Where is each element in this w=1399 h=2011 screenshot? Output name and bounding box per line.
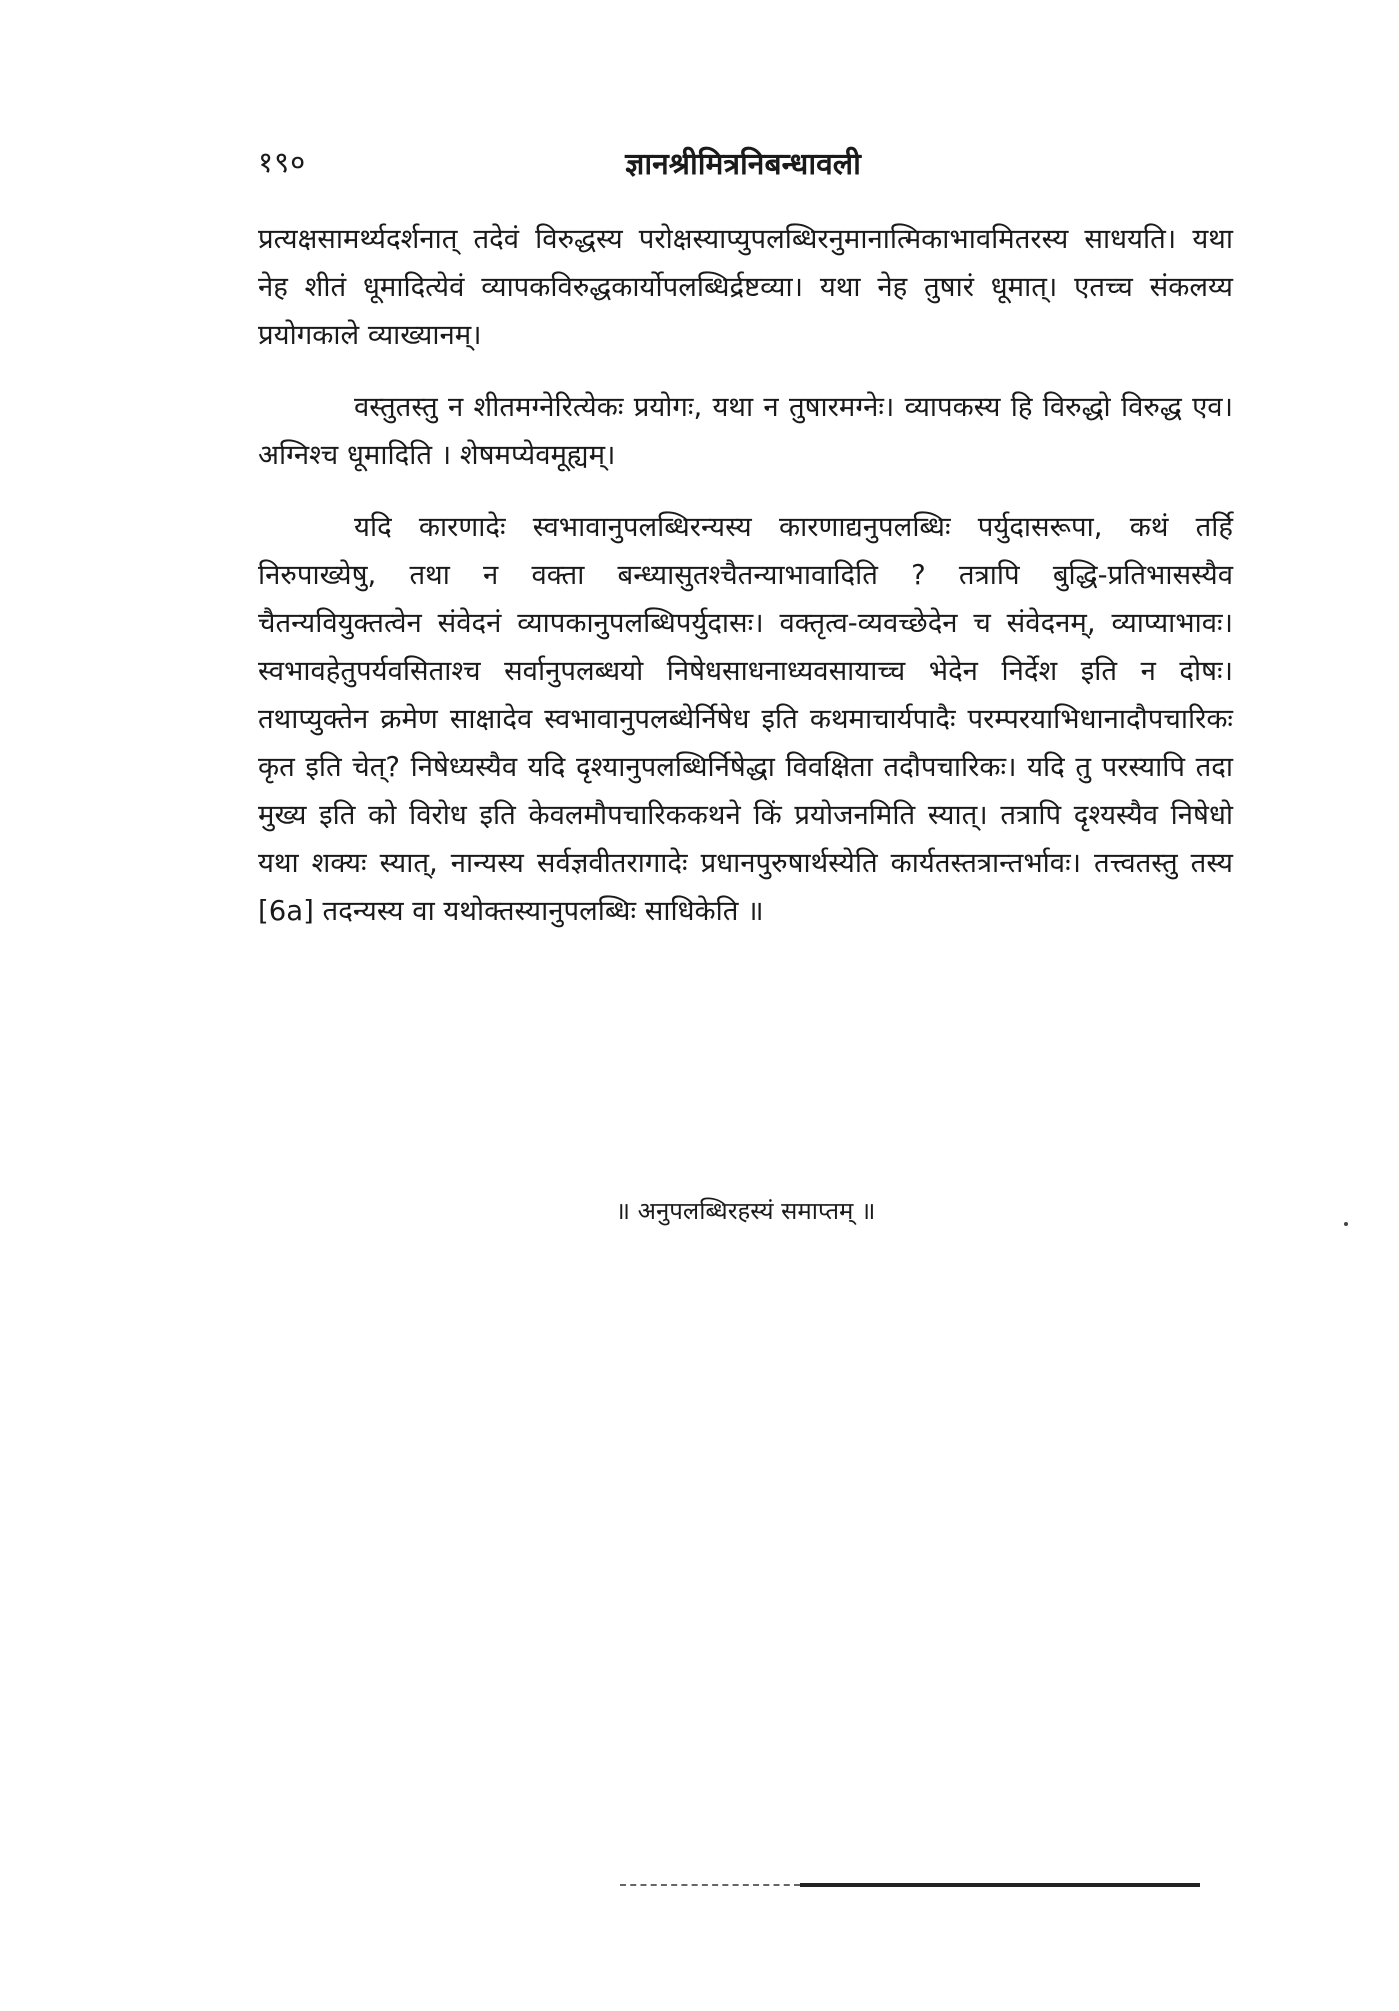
- bottom-rule-solid: [800, 1883, 1200, 1887]
- bottom-rule-dashed: [620, 1884, 800, 1886]
- running-head: [258, 142, 1228, 186]
- book-title: ज्ञानश्रीमित्रनिबन्धावली: [625, 147, 861, 182]
- paragraph-3: यदि कारणादेः स्वभावानुपलब्धिरन्यस्य कारणाद्यनुपलब्धिः पर्युदासरूपा, कथं तर्हि निरुपाख्येषु, तथा न वक्ता बन्ध्यासुतश्चैतन्याभावादिति ? तत्रापि बुद्धि-प्रतिभासस्यैव चैतन्यवियुक्तत्वेन संवेदनं व्यापकानुपलब्धिपर्युदासः। वक्तृत्व-व्यवच्छेदेन च संवेदनम्, व्याप्याभावः। स्वभावहेतुपर्यवसिताश्च सर्वानुपलब्धयो निषेधसाधनाध्यवसायाच्च भेदेन निर्देश इति न दोषः। तथाप्युक्तेन क्रमेण साक्षादेव स्वभावानुपलब्धेर्निषेध इति कथमाचार्यपादैः परम्परयाभिधानादौपचारिकः कृत इति चेत्? निषेध्यस्यैव यदि दृश्यानुपलब्धिर्निषेद्धा विवक्षिता तदौपचारिकः। यदि तु परस्यापि तदा मुख्य इति को विरोध इति केवलमौपचारिककथने किं प्रयोजनमिति स्यात्। तत्रापि दृश्यस्यैव निषेधो यथा शक्यः स्यात्, नान्यस्य सर्वज्ञवीतरागादेः प्रधानपुरुषार्थस्येति कार्यतस्तत्रान्तर्भावः। तत्त्वतस्तु तस्य [6a] तदन्यस्य वा यथोक्तस्यानुपलब्धिः साधिकेति ॥: [258, 511, 1233, 927]
- scan-speck: [1344, 1222, 1348, 1226]
- paragraph-1: प्रत्यक्षसामर्थ्यदर्शनात् तदेवं विरुद्धस्य परोक्षस्याप्युपलब्धिरनुमानात्मिकाभावमितरस्य साधयति। यथा नेह शीतं धूमादित्येवं व्यापकविरुद्धकार्योपलब्धिर्द्रष्टव्या। यथा नेह तुषारं धूमात्। एतच्च संकलय्य प्रयोगकाले व्याख्यानम्।: [258, 223, 1233, 351]
- paragraph-2: वस्तुतस्तु न शीतमग्नेरित्येकः प्रयोगः, यथा न तुषारमग्नेः। व्यापकस्य हि विरुद्धो विरुद्ध एव। अग्निश्च धूमादिति । शेषमप्येवमूह्यम्।: [258, 391, 1233, 471]
- body-text: [258, 215, 1233, 959]
- page-number: १९०: [258, 145, 307, 179]
- colophon: ॥ अनुपलब्धिरहस्यं समाप्तम् ॥: [615, 1197, 876, 1225]
- bottom-rule: [620, 1882, 1200, 1888]
